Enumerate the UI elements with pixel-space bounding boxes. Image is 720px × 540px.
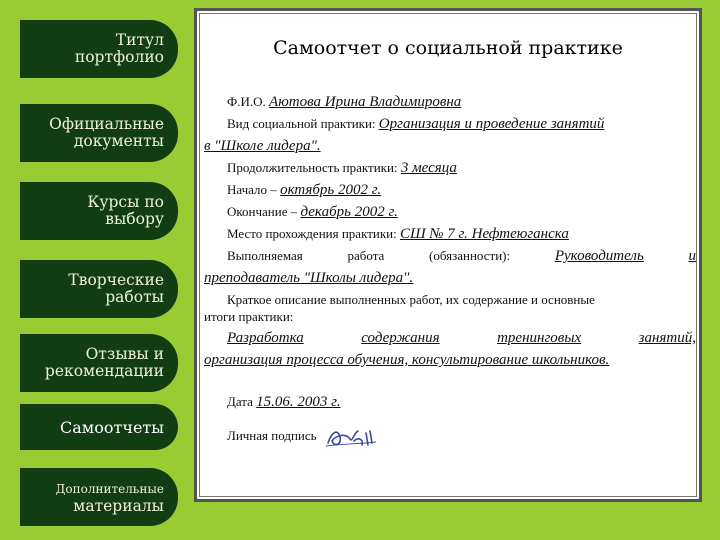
- duration-value: 3 месяца: [400, 160, 457, 176]
- fio-value: Аютова Ирина Владимировна: [269, 94, 462, 110]
- nav-elective-courses[interactable]: [0, 182, 178, 240]
- place-value: СШ № 7 г. Нефтеюганска: [399, 226, 569, 242]
- end-row: Окончание – декабрь 2002 г.: [227, 204, 398, 220]
- nav-official-documents[interactable]: [0, 104, 178, 162]
- report-panel: [194, 8, 702, 502]
- nav-label: Титул портфолио: [74, 31, 164, 66]
- sidebar-nav: [0, 0, 180, 540]
- date-row: Дата 15.06. 2003 г.: [227, 394, 341, 410]
- nav-label: Курсы по выбору: [87, 193, 164, 228]
- start-value: октябрь 2002 г.: [280, 182, 382, 198]
- signature-row: Личная подпись: [204, 425, 696, 449]
- summary-value-row: Разработка содержания тренинговых занятий,: [227, 330, 696, 346]
- summary-value-row-cont: организация процесса обучения, консультирование школьников.: [204, 352, 610, 368]
- nav-label: Дополнительные материалы: [55, 481, 164, 515]
- nav-title-portfolio[interactable]: [0, 20, 178, 78]
- nav-label: Самоотчеты: [60, 417, 164, 437]
- start-row: Начало – октябрь 2002 г.: [227, 182, 382, 198]
- nav-label: Отзывы и рекомендации: [44, 345, 164, 380]
- report-body: [204, 91, 696, 449]
- signature-image: [324, 425, 378, 449]
- practice-type-row: Вид социальной практики: Организация и проведение занятий: [227, 116, 605, 132]
- nav-reviews-recommendations[interactable]: [0, 334, 178, 392]
- nav-label: Официальные документы: [49, 115, 164, 150]
- date-value: 15.06. 2003 г.: [256, 394, 341, 410]
- nav-creative-works[interactable]: [0, 260, 178, 318]
- summary-label-row: Краткое описание выполненных работ, их содержание и основные: [227, 292, 595, 307]
- work-row-cont: преподаватель "Школы лидера".: [204, 270, 414, 286]
- summary-label-row-cont: итоги практики:: [204, 309, 294, 324]
- nav-label: Творческие работы: [68, 271, 164, 306]
- place-row: Место прохождения практики: СШ № 7 г. Нефтеюганска: [227, 226, 569, 242]
- practice-type-value: Организация и проведение занятий: [378, 116, 605, 132]
- practice-type-row-cont: в "Школе лидера".: [204, 138, 321, 154]
- nav-additional-materials[interactable]: [0, 468, 178, 526]
- fio-row: Ф.И.О. Аютова Ирина Владимировна: [227, 94, 462, 110]
- duration-row: Продолжительность практики: 3 месяца: [227, 160, 457, 176]
- end-value: декабрь 2002 г.: [300, 204, 398, 220]
- nav-self-reports[interactable]: [0, 404, 178, 450]
- work-row: Выполняемая работа (обязанности): Руководитель и: [227, 248, 696, 264]
- page-title: Самоотчет о социальной практике: [273, 37, 623, 59]
